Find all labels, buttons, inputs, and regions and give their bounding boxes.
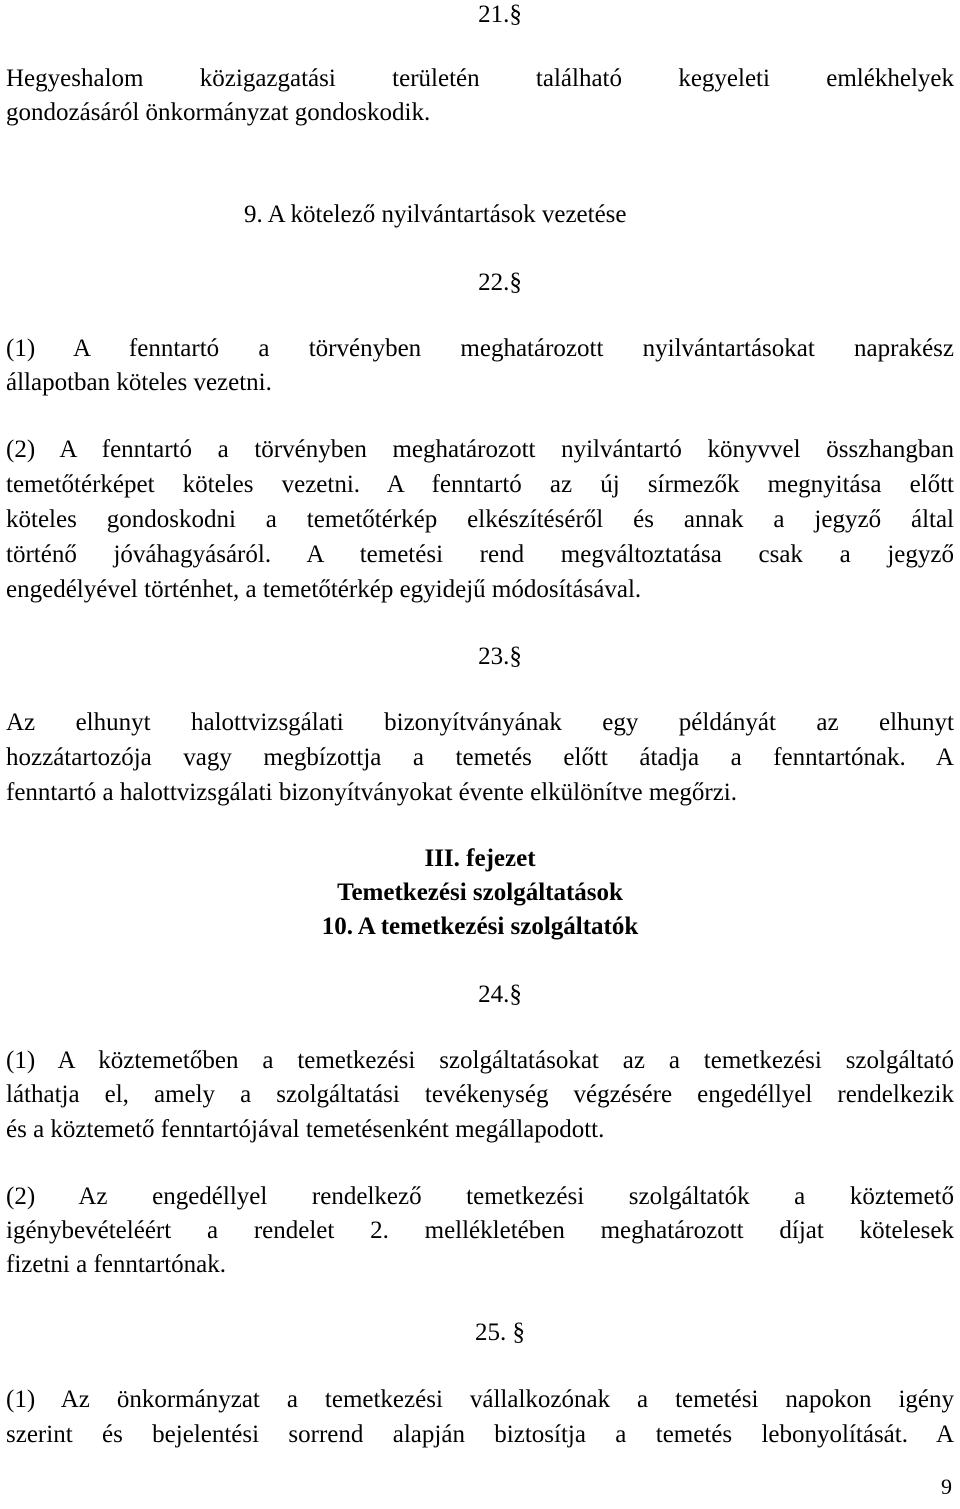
chapter-3-title: Temetkezési szolgáltatások xyxy=(337,879,623,906)
section-22-p1-line-1: (1) A fenntartó a törvényben meghatározott nyilvántartásokat naprakész xyxy=(6,335,954,362)
section-24-p1-line-3: és a köztemető fenntartójával temetésenként megállapodott. xyxy=(6,1116,605,1143)
section-21-line-1: Hegyeshalom közigazgatási területén található kegyeleti emlékhelyek xyxy=(6,65,954,92)
section-22-heading: 22.§ xyxy=(478,269,522,296)
section-24-p1-line-2: láthatja el, amely a szolgáltatási tevékenység végzésére engedéllyel rendelkezik xyxy=(6,1081,954,1108)
section-23-line-1: Az elhunyt halottvizsgálati bizonyítványának egy példányát az elhunyt xyxy=(6,709,954,736)
section-23-line-3: fenntartó a halottvizsgálati bizonyítványokat évente elkülönítve megőrzi. xyxy=(6,779,738,806)
section-25-p1-line-1: (1) Az önkormányzat a temetkezési vállalkozónak a temetési napokon igény xyxy=(6,1386,954,1413)
chapter-3-label: III. fejezet xyxy=(424,845,536,872)
section-22-p2-line-5: engedélyével történhet, a temetőtérkép egyidejű módosításával. xyxy=(6,576,642,603)
section-21-line-2: gondozásáról önkormányzat gondoskodik. xyxy=(6,99,431,126)
section-24-p2-line-3: fizetni a fenntartónak. xyxy=(6,1251,227,1278)
section-22-p2-line-4: történő jóváhagyásáról. A temetési rend megváltoztatása csak a jegyző xyxy=(6,541,954,568)
section-22-p1-line-2: állapotban köteles vezetni. xyxy=(6,369,272,396)
page-number: 9 xyxy=(941,1474,952,1499)
section-22-p2-line-2: temetőtérképet köteles vezetni. A fenntartó az új sírmezők megnyitása előtt xyxy=(6,471,954,498)
section-25-heading: 25. § xyxy=(475,1319,525,1346)
section-24-p2-line-2: igénybevételéért a rendelet 2. mellékletében meghatározott díjat kötelesek xyxy=(6,1217,954,1244)
section-22-p2-line-3: köteles gondoskodni a temetőtérkép elkészítéséről és annak a jegyző által xyxy=(6,506,954,533)
section-22-p2-line-1: (2) A fenntartó a törvényben meghatározott nyilvántartó könyvvel összhangban xyxy=(6,436,954,463)
section-24-p2-line-1: (2) Az engedéllyel rendelkező temetkezési szolgáltatók a köztemető xyxy=(6,1183,954,1210)
section-23-line-2: hozzátartozója vagy megbízottja a temetés előtt átadja a fenntartónak. A xyxy=(6,744,954,771)
section-24-heading: 24.§ xyxy=(478,981,522,1008)
chapter-9-title: 9. A kötelező nyilvántartások vezetése xyxy=(244,201,627,228)
section-21-heading: 21.§ xyxy=(478,1,522,28)
section-23-heading: 23.§ xyxy=(478,643,522,670)
section-25-p1-line-2: szerint és bejelentési sorrend alapján biztosítja a temetés lebonyolítását. A xyxy=(6,1421,954,1448)
section-24-p1-line-1: (1) A köztemetőben a temetkezési szolgáltatásokat az a temetkezési szolgáltató xyxy=(6,1047,954,1074)
subchapter-10-title: 10. A temetkezési szolgáltatók xyxy=(321,913,639,940)
